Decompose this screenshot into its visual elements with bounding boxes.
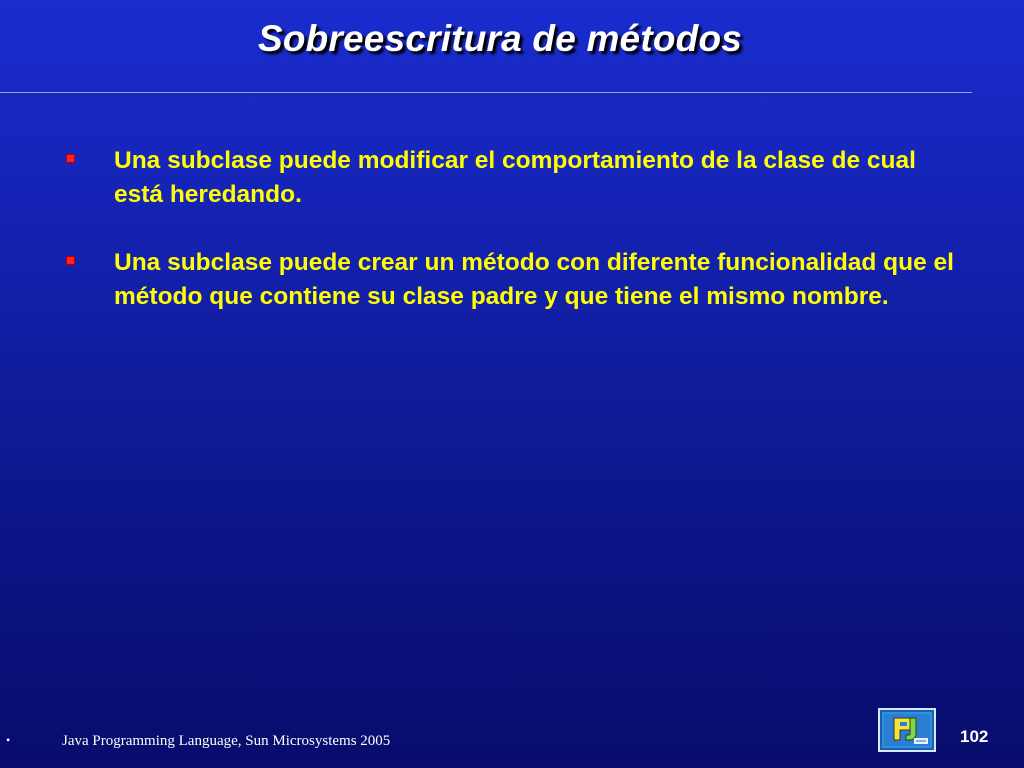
square-bullet-icon	[66, 154, 75, 163]
bullet-item	[64, 246, 964, 314]
footer-bullet: •	[6, 733, 11, 747]
footer-text: Java Programming Language, Sun Microsystems 2005	[62, 733, 391, 749]
bullet-list	[64, 144, 964, 348]
page-number: 102	[960, 727, 989, 746]
logo-graphic	[880, 710, 934, 750]
bullet-text: Una subclase puede modificar el comportamiento de la clase de cual está heredando.	[114, 147, 916, 208]
square-bullet-icon	[66, 256, 75, 265]
logo-icon	[878, 708, 936, 752]
title-divider	[0, 92, 972, 93]
slide-title: Sobreescritura de métodos	[257, 18, 743, 59]
bullet-item	[64, 144, 964, 212]
bullet-text: Una subclase puede crear un método con diferente funcionalidad que el método que contiene su clase padre y que tiene el mismo nombre.	[114, 249, 954, 310]
